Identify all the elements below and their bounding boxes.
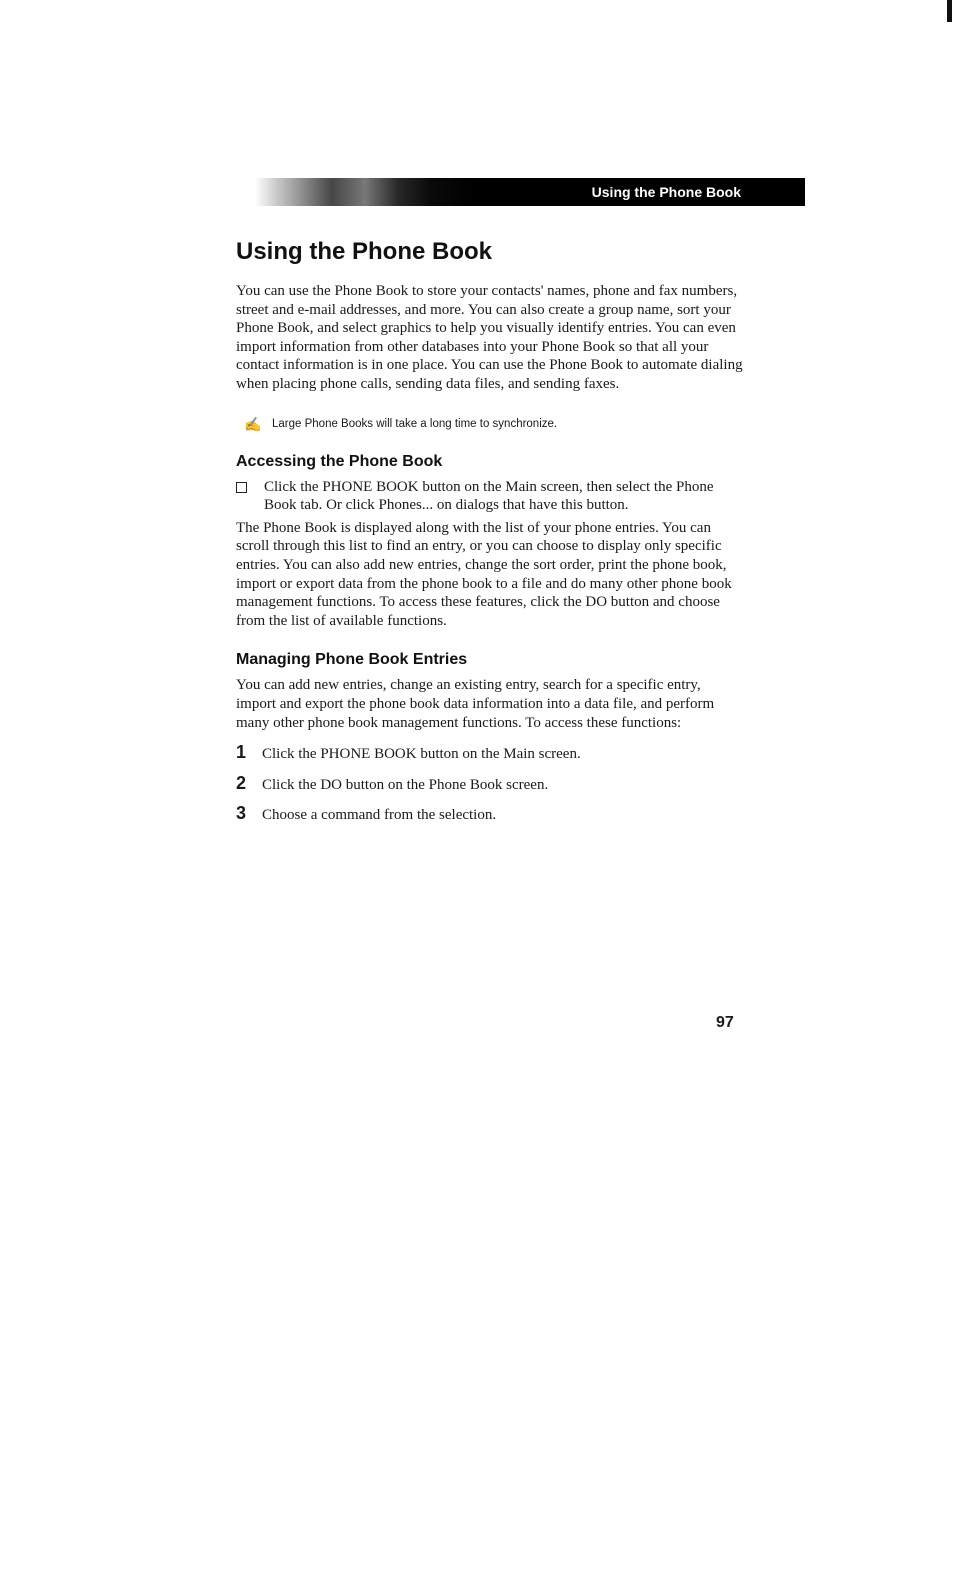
accessing-heading: Accessing the Phone Book (236, 452, 443, 470)
page-number: 97 (716, 1014, 734, 1031)
page-title: Using the Phone Book (236, 238, 493, 265)
note-pencil-icon: ✍ (244, 415, 262, 432)
list-item (236, 803, 744, 825)
managing-heading: Managing Phone Book Entries (236, 651, 468, 669)
running-header-title: Using the Phone Book (591, 184, 741, 200)
list-item (236, 478, 744, 515)
step-number: 1 (236, 742, 247, 763)
bullet-text: Click the PHONE BOOK button on the Main screen, then select the Phone Book tab. Or click Phones... on dialogs that have this button. (264, 478, 714, 514)
scan-edge-mark (947, 0, 952, 22)
list-item (236, 773, 744, 795)
page-content (236, 236, 744, 834)
checkbox-bullet-icon (236, 482, 247, 493)
step-text: Choose a command from the selection. (262, 807, 497, 824)
steps-list (236, 742, 744, 825)
note (244, 416, 744, 432)
running-header-bar (255, 178, 805, 206)
step-text: Click the PHONE BOOK button on the Main screen. (262, 746, 581, 763)
step-text: Click the DO button on the Phone Book screen. (262, 776, 549, 793)
accessing-paragraph: The Phone Book is displayed along with the list of your phone entries. You can scroll through this list to find an entry, or you can choose to display only specific entries. You can also add new entries, change the sort order, print the phone book, import or export data from the phone book to a file and do many other phone book management functions. To access these features, click the DO button and choose from the list of available functions. (236, 519, 732, 629)
step-number: 2 (236, 772, 247, 793)
note-text: Large Phone Books will take a long time to synchronize. (272, 417, 558, 430)
intro-paragraph: You can use the Phone Book to store your contacts' names, phone and fax numbers, street and e-mail addresses, and more. You can also create a group name, sort your Phone Book, and select graphics to help you visually identify entries. You can even import information from other databases into your Phone Book so that all your contact information is in one place. You can use the Phone Book to automate dialing when placing phone calls, sending data files, and sending faxes. (236, 283, 743, 392)
list-item (236, 742, 744, 764)
managing-paragraph: You can add new entries, change an existing entry, search for a specific entry, import and export the phone book data information into a data file, and perform many other phone book management functions. To access these functions: (236, 677, 715, 731)
step-number: 3 (236, 803, 247, 824)
